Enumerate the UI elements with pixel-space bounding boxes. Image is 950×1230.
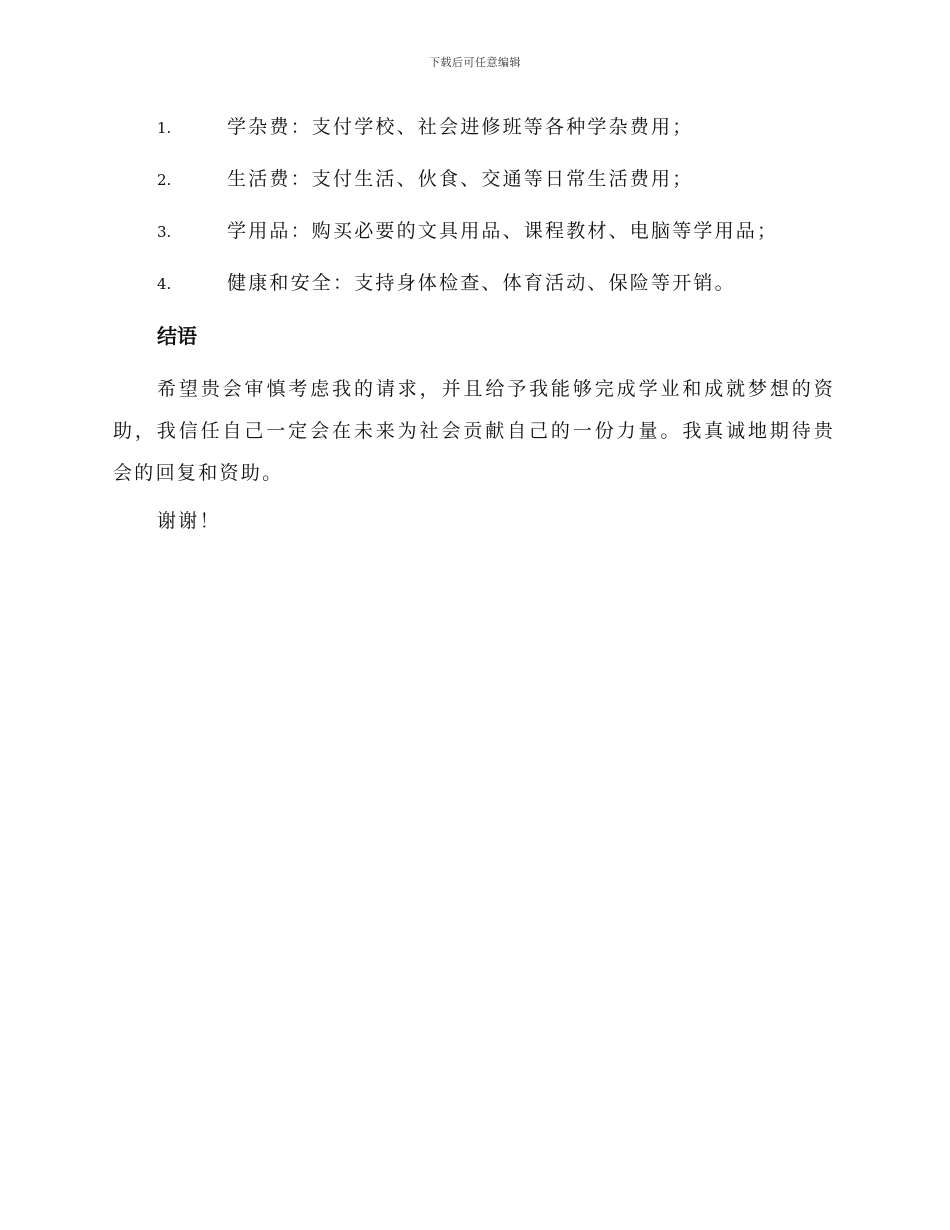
header-note: 下载后可任意编辑 bbox=[429, 56, 521, 69]
expense-list bbox=[157, 112, 837, 320]
list-item-text: 学杂费：支付学校、社会进修班等各种学杂费用； bbox=[227, 116, 694, 138]
list-item-text: 健康和安全：支持身体检查、体育活动、保险等开销。 bbox=[227, 272, 736, 294]
list-item bbox=[157, 164, 837, 216]
list-item bbox=[157, 112, 837, 164]
list-item-number: 3. bbox=[157, 223, 172, 241]
list-item-number: 2. bbox=[157, 171, 172, 189]
list-item-text: 学用品：购买必要的文具用品、课程教材、电脑等学用品； bbox=[227, 220, 779, 242]
list-item-number: 1. bbox=[157, 119, 172, 137]
list-item bbox=[157, 216, 837, 268]
conclusion-paragraph: 希望贵会审慎考虑我的请求，并且给予我能够完成学业和成就梦想的资助，我信任自己一定会在未来为社会贡献自己的一份力量。我真诚地期待贵会的回复和资助。 bbox=[113, 378, 835, 484]
list-item-text: 生活费：支付生活、伙食、交通等日常生活费用； bbox=[227, 168, 694, 190]
closing-thanks: 谢谢！ bbox=[157, 510, 221, 532]
conclusion-heading: 结语 bbox=[157, 324, 197, 348]
list-item-number: 4. bbox=[157, 275, 172, 293]
list-item bbox=[157, 268, 837, 320]
